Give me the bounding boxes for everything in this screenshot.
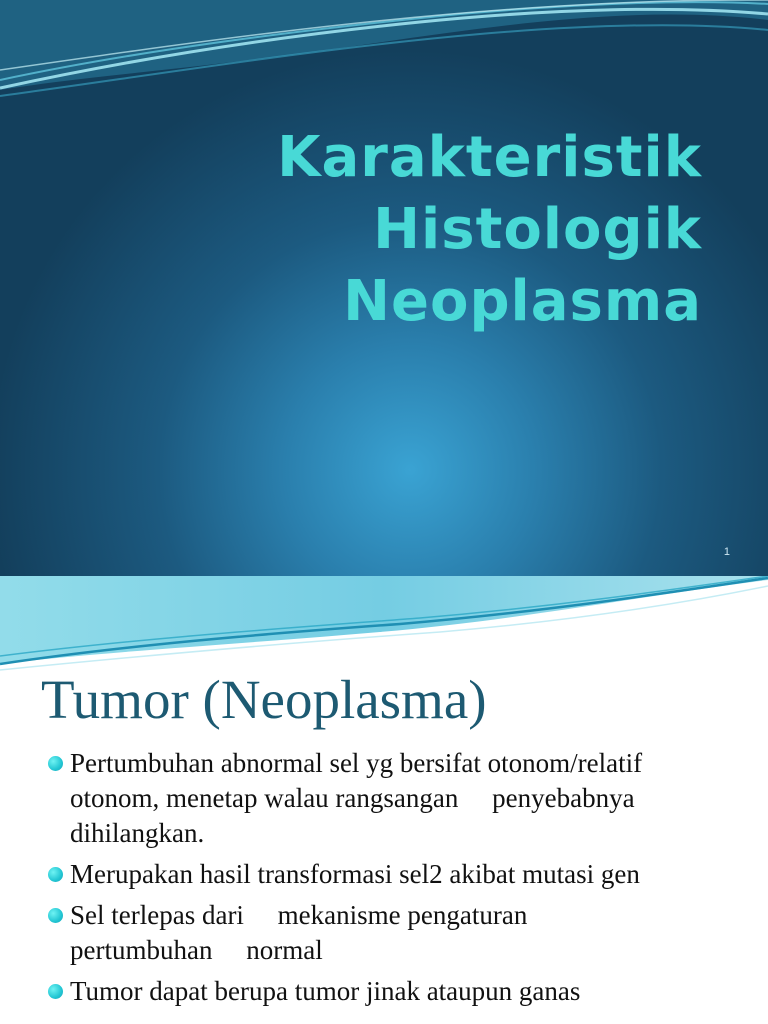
bullet-dot-icon — [48, 756, 63, 771]
list-item — [48, 857, 748, 892]
bullet-text: Pertumbuhan abnormal sel yg bersifat otonom/relatif otonom, menetap walau rangsangan penyebabnya dihilangkan. — [70, 748, 643, 848]
bullet-text: Merupakan hasil transformasi sel2 akibat mutasi gen — [70, 859, 640, 889]
title-line-3: Neoplasma — [343, 269, 702, 334]
bullet-dot-icon — [48, 867, 63, 882]
slide-heading: Tumor (Neoplasma) — [41, 669, 487, 730]
content-slide — [0, 576, 768, 1024]
wave-decoration — [0, 0, 768, 120]
bullet-text: Tumor dapat berupa tumor jinak ataupun ganas — [70, 976, 581, 1006]
list-item — [48, 974, 748, 1009]
wave-decoration — [0, 576, 768, 676]
bullet-text: Sel terlepas dari mekanisme pengaturan pertumbuhan normal — [70, 900, 528, 965]
list-item — [48, 746, 748, 851]
slide-number: 1 — [723, 546, 730, 558]
bullet-list — [48, 746, 748, 1015]
bullet-dot-icon — [48, 984, 63, 999]
slide-title — [82, 122, 702, 338]
list-item — [48, 898, 748, 968]
bullet-dot-icon — [48, 908, 63, 923]
title-line-1: Karakteristik — [277, 125, 702, 190]
title-line-2: Histologik — [373, 197, 702, 262]
